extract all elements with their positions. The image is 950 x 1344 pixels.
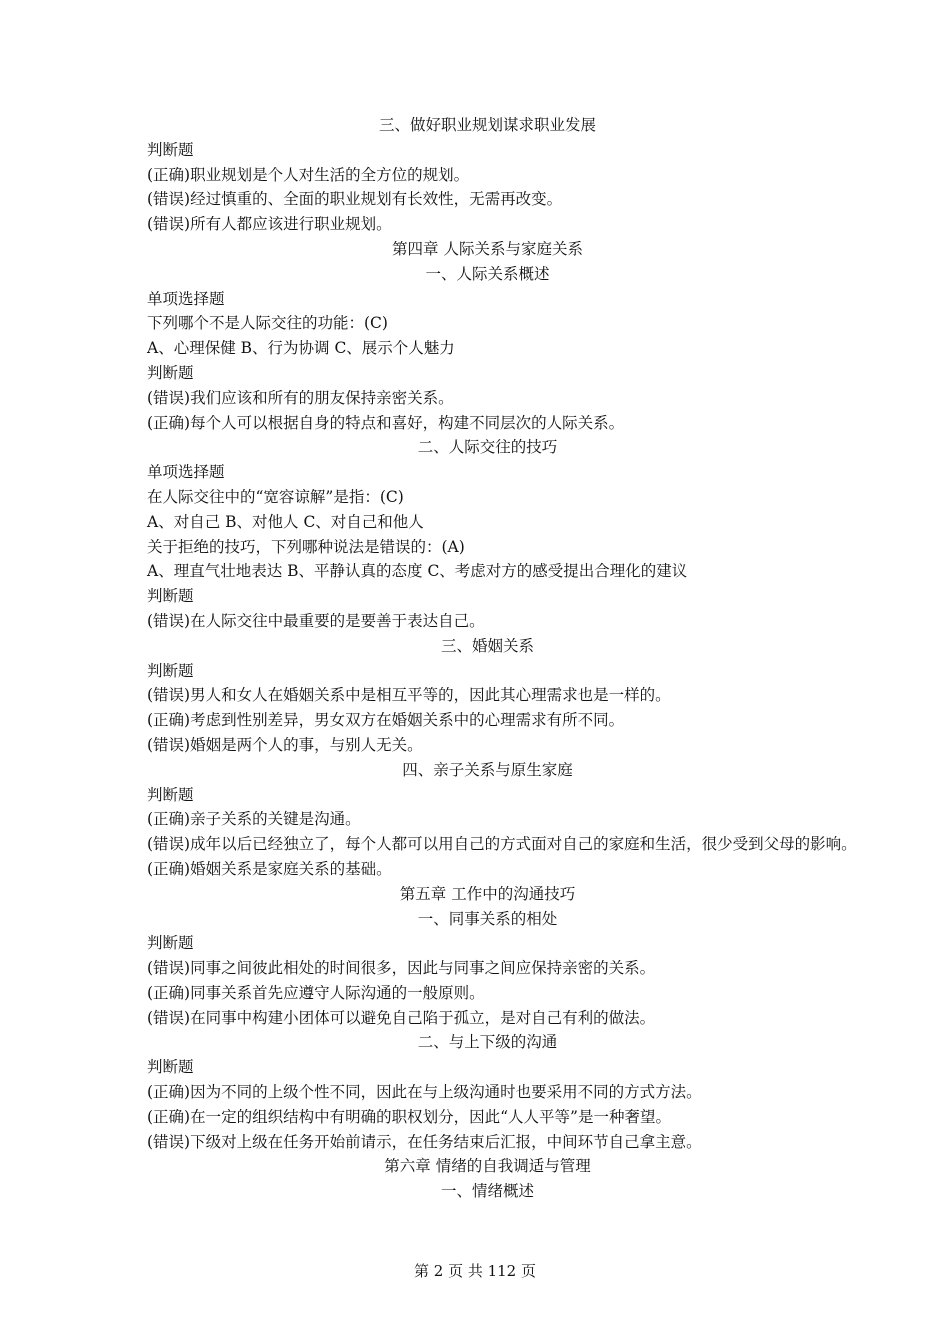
paragraph-line: 在人际交往中的“宽容谅解”是指：(C) [147, 487, 404, 506]
paragraph-line: (错误)婚姻是两个人的事，与别人无关。 [147, 735, 423, 754]
paragraph-line: (错误)在人际交往中最重要的是要善于表达自己。 [147, 611, 485, 630]
paragraph-line: A、对自己 B、对他人 C、对自己和他人 [147, 512, 424, 531]
section-heading: 一、人际关系概述 [425, 264, 550, 283]
section-heading: 第六章 情绪的自我调适与管理 [384, 1157, 591, 1176]
paragraph-line: (错误)成年以后已经独立了，每个人都可以用自己的方式面对自己的家庭和生活，很少受到父母的影响。 [147, 835, 857, 854]
paragraph-line: (错误)同事之间彼此相处的时间很多，因此与同事之间应保持亲密的关系。 [147, 959, 656, 978]
section-heading: 第五章 工作中的沟通技巧 [399, 884, 576, 903]
paragraph-line: 单项选择题 [147, 289, 225, 308]
paragraph-line: (错误)所有人都应该进行职业规划。 [147, 215, 392, 234]
paragraph-line: (错误)我们应该和所有的朋友保持亲密关系。 [147, 388, 454, 407]
section-heading: 三、做好职业规划谋求职业发展 [378, 116, 596, 134]
paragraph-line: (错误)下级对上级在任务开始前请示，在任务结束后汇报，中间环节自己拿主意。 [147, 1132, 702, 1151]
paragraph-line: (正确)同事关系首先应遵守人际沟通的一般原则。 [147, 983, 485, 1002]
section-heading: 二、与上下级的沟通 [417, 1033, 558, 1052]
section-heading: 一、情绪概述 [440, 1182, 534, 1201]
document-body [115, 113, 860, 1204]
paragraph-line: A、心理保健 B、行为协调 C、展示个人魅力 [147, 339, 455, 358]
section-heading: 三、婚姻关系 [440, 636, 534, 655]
paragraph-line: 判断题 [147, 661, 194, 680]
section-heading: 四、亲子关系与原生家庭 [402, 760, 573, 779]
paragraph-line: (错误)经过慎重的、全面的职业规划有长效性，无需再改变。 [147, 190, 563, 209]
paragraph-line: (正确)每个人可以根据自身的特点和喜好，构建不同层次的人际关系。 [147, 413, 625, 432]
paragraph-line: 判断题 [147, 934, 194, 953]
paragraph-line: 关于拒绝的技巧，下列哪种说法是错误的：(A) [147, 537, 465, 556]
paragraph-line: (错误)男人和女人在婚姻关系中是相互平等的，因此其心理需求也是一样的。 [147, 686, 671, 705]
paragraph-line: 下列哪个不是人际交往的功能：(C) [147, 314, 388, 333]
paragraph-line: (正确)考虑到性别差异，男女双方在婚姻关系中的心理需求有所不同。 [147, 711, 625, 730]
page-footer: 第 2 页 共 112 页 [413, 1262, 536, 1280]
paragraph-line: (正确)职业规划是个人对生活的全方位的规划。 [147, 165, 470, 184]
paragraph-line: 判断题 [147, 363, 194, 382]
paragraph-line: A、理直气壮地表达 B、平静认真的态度 C、考虑对方的感受提出合理化的建议 [147, 562, 688, 581]
paragraph-line: (正确)在一定的组织结构中有明确的职权划分，因此“人人平等”是一种奢望。 [147, 1107, 671, 1126]
paragraph-line: 单项选择题 [147, 463, 225, 482]
section-heading: 第四章 人际关系与家庭关系 [392, 239, 583, 258]
section-heading: 一、同事关系的相处 [417, 909, 558, 928]
paragraph-line: 判断题 [147, 140, 194, 159]
paragraph-line: (正确)因为不同的上级个性不同，因此在与上级沟通时也要采用不同的方式方法。 [147, 1083, 702, 1102]
section-heading: 二、人际交往的技巧 [417, 438, 558, 457]
paragraph-line: 判断题 [147, 785, 194, 804]
paragraph-line: 判断题 [147, 587, 194, 606]
paragraph-line: (错误)在同事中构建小团体可以避免自己陷于孤立，是对自己有利的做法。 [147, 1008, 656, 1027]
paragraph-line: (正确)婚姻关系是家庭关系的基础。 [147, 859, 392, 878]
paragraph-line: 判断题 [147, 1058, 194, 1077]
paragraph-line: (正确)亲子关系的关键是沟通。 [147, 810, 361, 829]
